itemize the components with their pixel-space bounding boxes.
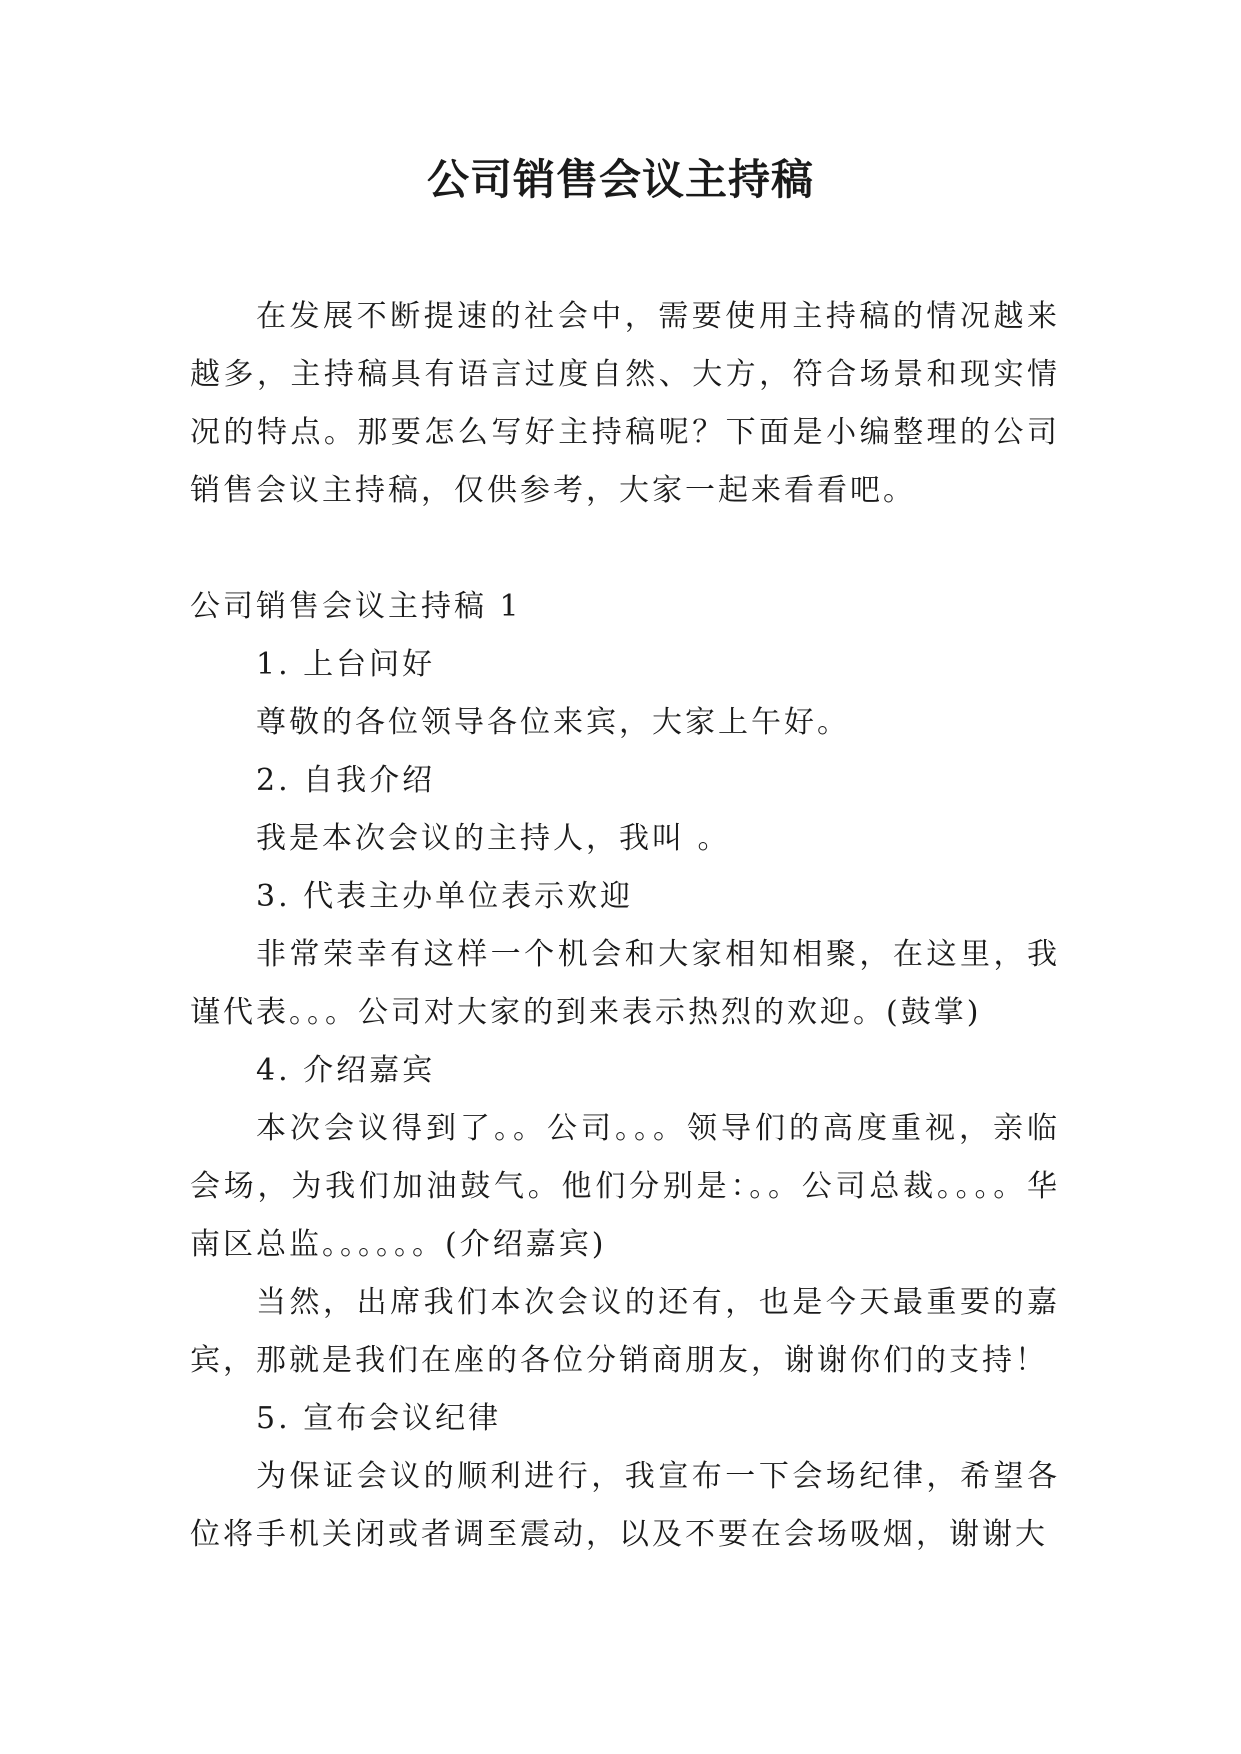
- paragraph-gap: [190, 520, 1060, 578]
- page-title: 公司销售会议主持稿: [426, 155, 814, 204]
- paragraph: 本次会议得到了。。公司。。。领导们的高度重视，亲临会场，为我们加油鼓气。他们分别是：。。公司总裁。。。。华南区总监。。。。。。(介绍嘉宾): [190, 1111, 1060, 1262]
- item-heading: 1. 上台问好: [256, 647, 436, 682]
- intro-paragraph: 在发展不断提速的社会中，需要使用主持稿的情况越来越多，主持稿具有语言过度自然、大方，符合场景和现实情况的特点。那要怎么写好主持稿呢？下面是小编整理的公司销售会议主持稿，仅供参考，大家一起来看看吧。: [190, 299, 1060, 508]
- item-heading: 4. 介绍嘉宾: [256, 1053, 436, 1088]
- item-heading: 3. 代表主办单位表示欢迎: [256, 879, 634, 914]
- paragraph: 尊敬的各位领导各位来宾，大家上午好。: [256, 705, 850, 740]
- item-heading: 5. 宣布会议纪律: [256, 1401, 502, 1436]
- paragraph: 非常荣幸有这样一个机会和大家相知相聚，在这里，我谨代表。。。公司对大家的到来表示热烈的欢迎。(鼓掌): [190, 937, 1060, 1030]
- section-heading: 公司销售会议主持稿 1: [190, 589, 522, 624]
- item-heading: 2. 自我介绍: [256, 763, 436, 798]
- paragraph: 当然，出席我们本次会议的还有，也是今天最重要的嘉宾，那就是我们在座的各位分销商朋友，谢谢你们的支持！: [190, 1285, 1060, 1378]
- paragraph: 我是本次会议的主持人，我叫 。: [256, 821, 731, 856]
- paragraph: 为保证会议的顺利进行，我宣布一下会场纪律，希望各位将手机关闭或者调至震动，以及不要在会场吸烟，谢谢大: [190, 1459, 1060, 1552]
- document-body: [190, 288, 1060, 1564]
